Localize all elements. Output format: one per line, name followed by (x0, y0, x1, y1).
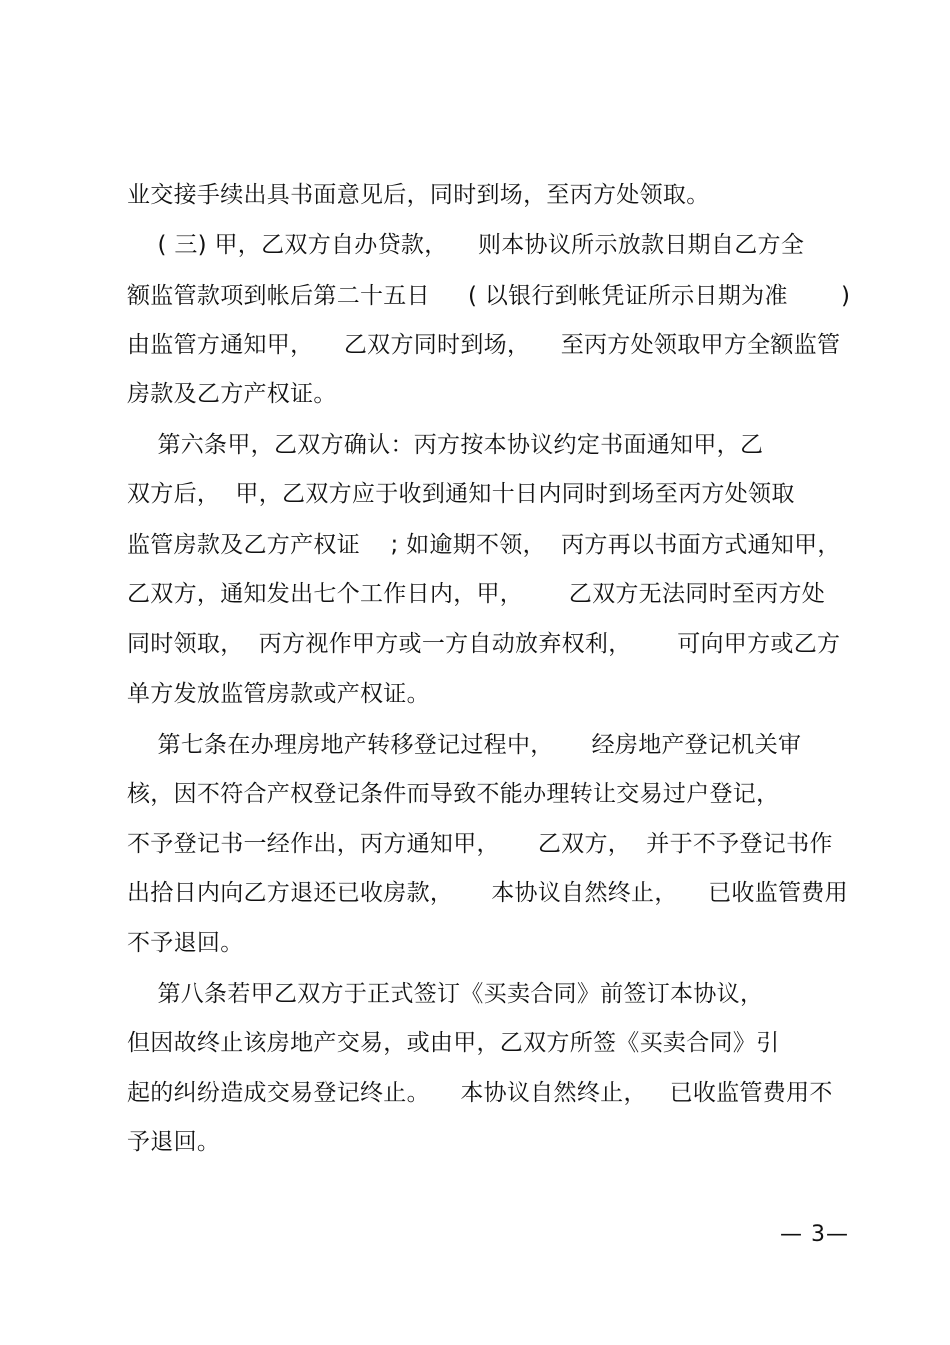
text-line: 单方发放监管房款或产权证。 (127, 681, 430, 707)
text-line: 双方后， 甲，乙双方应于收到通知十日内同时到场至丙方处领取 (127, 481, 795, 507)
text-line: 核，因不符合产权登记条件而导致不能办理转让交易过户登记， (127, 781, 780, 807)
text-line: 予退回。 (127, 1129, 221, 1155)
text-line: 同时领取， 丙方视作甲方或一方自动放弃权利， 可向甲方或乙方 (127, 631, 841, 657)
text-line: 第八条若甲乙双方于正式签订《买卖合同》前签订本协议， (127, 981, 764, 1007)
text-line: 第七条在办理房地产转移登记过程中， 经房地产登记机关审 (127, 732, 802, 758)
text-line: 由监管方通知甲， 乙双方同时到场， 至丙方处领取甲方全额监管 (127, 332, 841, 358)
text-line: 但因故终止该房地产交易，或由甲，乙双方所签《买卖合同》引 (127, 1030, 780, 1056)
text-line: 业交接手续出具书面意见后，同时到场，至丙方处领取。 (127, 182, 710, 208)
text-line: ( 三) 甲，乙双方自办贷款， 则本协议所示放款日期自乙方全 (127, 232, 805, 258)
text-line: 额监管款项到帐后第二十五日 ( 以银行到帐凭证所示日期为准 ) (127, 283, 851, 309)
text-line: 不予登记书一经作出，丙方通知甲， 乙双方， 并于不予登记书作 (127, 831, 833, 857)
text-line: 房款及乙方产权证。 (127, 381, 337, 407)
text-line: 监管房款及乙方产权证 ; 如逾期不领， 丙方再以书面方式通知甲， (127, 532, 841, 558)
text-line: 不予退回。 (127, 930, 244, 956)
text-line: 起的纠纷造成交易登记终止。 本协议自然终止， 已收监管费用不 (127, 1080, 833, 1106)
text-line: 第六条甲，乙双方确认：丙方按本协议约定书面通知甲，乙 (127, 432, 764, 458)
text-line: 乙双方，通知发出七个工作日内，甲， 乙双方无法同时至丙方处 (127, 581, 826, 607)
page-number: — 3— (780, 1222, 849, 1247)
text-line: 出拾日内向乙方退还已收房款， 本协议自然终止， 已收监管费用 (127, 880, 848, 906)
